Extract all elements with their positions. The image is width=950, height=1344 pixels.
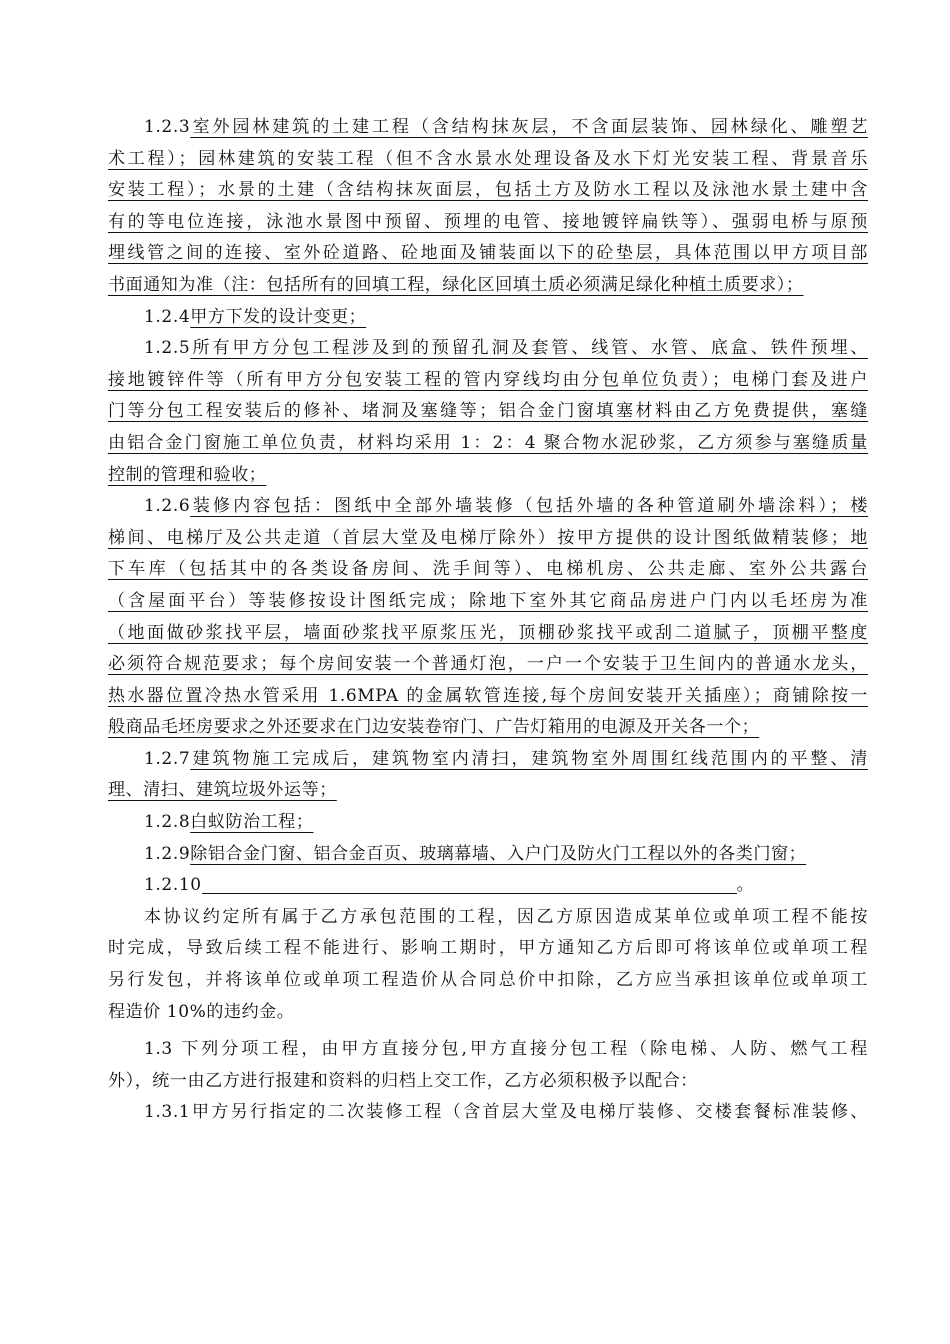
clause-1-2-6-line-7: 热水器位置冷热水管采用 1.6MPA 的金属软管连接,每个房间安装开关插座）；商铺除按一 [108, 685, 868, 706]
clause-1-2-5-line-4: 由铝合金门窗施工单位负责，材料均采用 1：2：4 聚合物水泥砂浆，乙方须参与塞缝质量 [108, 432, 868, 453]
clause-1-2-7-line-2: 理、清扫、建筑垃圾外运等； [108, 780, 337, 801]
clause-1-2-5-line-2: 接地镀锌件等（所有甲方分包安装工程的管内穿线均由分包单位负责）；电梯门套及进户 [108, 369, 868, 390]
clause-1-2-6-line-5: （地面做砂浆找平层，墙面砂浆找平原浆压光，顶棚砂浆找平或刮二道腻子，顶棚平整度 [108, 622, 868, 643]
clause-1-2-6-line-1: 1.2.6装修内容包括：图纸中全部外墙装修（包括外墙的各种管道刷外墙涂料）；楼 [144, 496, 868, 517]
fill-in-blank-line[interactable] [202, 873, 737, 894]
clause-1-2-5-line-1: 1.2.5所有甲方分包工程涉及到的预留孔洞及套管、线管、水管、底盒、铁件预埋、 [144, 338, 868, 359]
clause-1-2-4: 1.2.4甲方下发的设计变更； [144, 306, 367, 327]
clause-1-2-5-line-5: 控制的管理和验收； [108, 464, 267, 485]
clause-1-3-line-1: 1.3 下列分项工程，由甲方直接分包,甲方直接分包工程（除电梯、人防、燃气工程 [144, 1039, 868, 1060]
clause-1-2-3-line-3: 安装工程）；水景的土建（含结构抹灰面层，包括土方及防水工程以及泳池水景土建中含 [108, 180, 868, 201]
agreement-para-line-3: 另行发包，并将该单位或单项工程造价从合同总价中扣除，乙方应当承担该单位或单项工 [108, 970, 868, 991]
clause-1-2-3-line-2: 术工程）；园林建筑的安装工程（但不含水景水处理设备及水下灯光安装工程、背景音乐 [108, 148, 868, 169]
clause-1-2-10: 1.2.10 。 [144, 875, 755, 896]
clause-1-2-7-line-1: 1.2.7建筑物施工完成后，建筑物室内清扫，建筑物室外周围红线范围内的平整、清 [144, 748, 868, 769]
clause-1-2-5-line-3: 门等分包工程安装后的修补、堵洞及塞缝等；铝合金门窗填塞材料由乙方免费提供，塞缝 [108, 401, 868, 422]
clause-1-2-6-line-8: 般商品毛坯房要求之外还要求在门边安装卷帘门、广告灯箱用的电源及开关各一个； [108, 717, 760, 738]
clause-1-2-9: 1.2.9除铝合金门窗、铝合金百页、玻璃幕墙、入户门及防火门工程以外的各类门窗； [144, 843, 807, 864]
clause-1-2-3-line-5: 埋线管之间的连接、室外砼道路、砼地面及铺装面以下的砼垫层，具体范围以甲方项目部 [108, 243, 868, 264]
clause-1-3-1-line-1: 1.3.1甲方另行指定的二次装修工程（含首层大堂及电梯厅装修、交楼套餐标准装修、 [144, 1102, 868, 1123]
clause-1-2-3-line-4: 有的等电位连接，泳池水景图中预留、预埋的电管、接地镀锌扁铁等）、强弱电桥与原预 [108, 211, 868, 232]
clause-1-3-line-2: 外），统一由乙方进行报建和资料的归档上交工作，乙方必须积极予以配合： [108, 1070, 698, 1091]
agreement-para-line-2: 时完成，导致后续工程不能进行、影响工期时，甲方通知乙方后即可将该单位或单项工程 [108, 938, 868, 959]
clause-1-2-6-line-4: （含屋面平台）等装修按设计图纸完成；除地下室外其它商品房进户门内以毛坯房为准 [108, 590, 868, 611]
clause-1-2-6-line-3: 下车库（包括其中的各类设备房间、洗手间等）、电梯机房、公共走廊、室外公共露台 [108, 559, 868, 580]
clause-1-2-6-line-2: 梯间、电梯厅及公共走道（首层大堂及电梯厅除外）按甲方提供的设计图纸做精装修；地 [108, 527, 868, 548]
agreement-para-line-4: 程造价 10%的违约金。 [108, 1001, 295, 1022]
clause-1-2-6-line-6: 必须符合规范要求；每个房间安装一个普通灯泡，一户一个安装于卫生间内的普通水龙头， [108, 654, 868, 675]
clause-1-2-8: 1.2.8白蚁防治工程； [144, 812, 314, 833]
clause-1-2-3-line-1: 1.2.3室外园林建筑的土建工程（含结构抹灰层，不含面层装饰、园林绿化、雕塑艺 [144, 117, 868, 137]
document-page [108, 112, 868, 1129]
clause-1-2-3-line-6: 书面通知为准（注：包括所有的回填工程，绿化区回填土质必须满足绿化种植土质要求）； [108, 274, 804, 295]
agreement-para-line-1: 本协议约定所有属于乙方承包范围的工程，因乙方原因造成某单位或单项工程不能按 [144, 906, 868, 927]
